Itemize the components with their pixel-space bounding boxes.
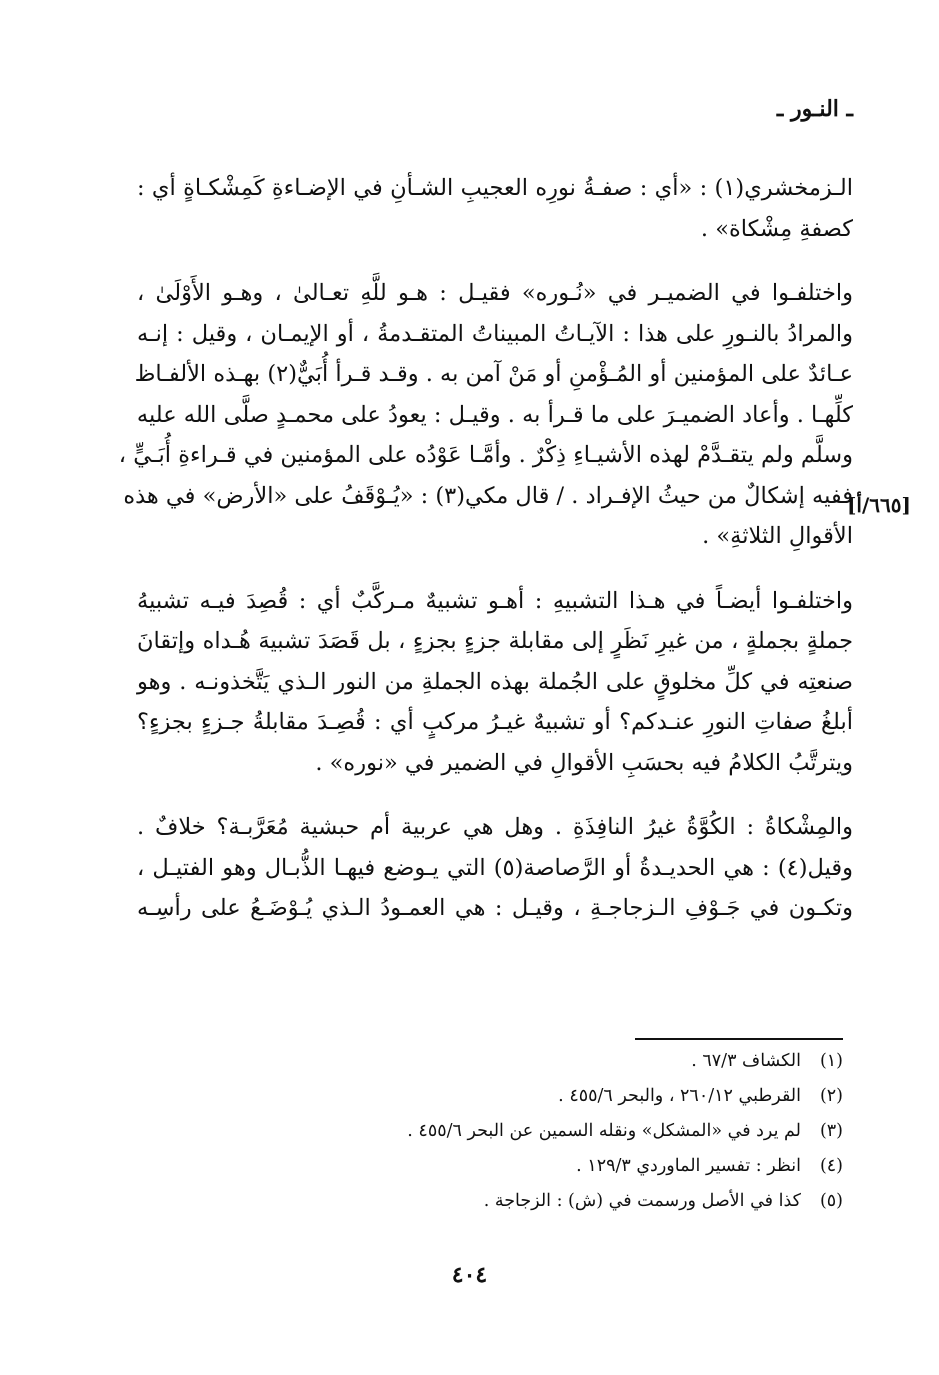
footnote-number: (٥) [819, 1191, 843, 1211]
text-line: والمرادُ بالنـورِ على هذا : الآيـاتُ المبيناتُ المتقـدمةُ ، أو الإيمـان ، وقيل : إنـه [137, 320, 853, 347]
text-line: ففيه إشكالٌ من حيثُ الإفـراد . / قال مكي(٣) : «يُـوْقَفُ على «الأرض» في هذه [123, 482, 853, 509]
text-line: أبلغُ صفاتِ النورِ عنـدكم؟ أو تشبيهٌ غيـرُ مركبٍ أي : قُصِـدَ مقابلةُ جـزءٍ بجزءٍ؟ [137, 709, 853, 735]
text-line: جملةٍ بجملةٍ ، من غيرِ نَظَرٍ إلى مقابلة جزءٍ بجزءٍ ، بل قَصَدَ تشبيهَ هُـداه وإتقانَ [137, 628, 853, 654]
text-line: وتكـون في جَـوْفِ الـزجاجـةِ ، وقيـل : هي العمـودُ الـذي يُـوْضَـعُ على رأسِـه [137, 895, 853, 921]
footnote-text: كذا في الأصل ورسمت في (ش) : الزجاجة . [483, 1191, 801, 1211]
footnote-text: الكشاف ٦٧/٣ . [691, 1051, 801, 1071]
text-line: عـائدٌ على المؤمنين أو المُـؤْمنِ أو مَنْ آمن به . وقـد قـرأ أُبَيٌّ(٢) بهـذه الألفـاظ [134, 361, 853, 387]
text-line: ويترتَّبُ الكلامُ فيه بحسَبِ الأقوالِ في الضمير في «نوره» . [315, 749, 853, 776]
text-line: وسلَّم ولم يتقـدَّمْ لهذه الأشيـاءِ ذِكْرٌ . وأمَّـا عَوْدُه على المؤمنين في قـراءةِ أُبَـيٍّ ، [118, 442, 853, 468]
footnote [123, 1149, 843, 1184]
footnote-text: لم يرد في «المشكل» ونقله السمين عن البحر ٤٥٥/٦ . [407, 1121, 801, 1141]
footnote-number: (٤) [819, 1156, 843, 1176]
text-line: الـزمخشري(١) : «أي : صفـةُ نورِه العجيبِ الشـأنِ في الإضـاءةِ كَمِشْكـاةٍ أي : [137, 175, 853, 201]
paragraph-pronoun-dispute [118, 273, 853, 557]
page-number: ٤٠٤ [451, 1262, 488, 1288]
text-line: كلِّهـا . وأعاد الضميـرَ على ما قـرأ به . وقيـل : يعودُ على محمـدٍ صلَّى الله عليه [136, 401, 853, 428]
text-line: واختلفـوا أيضـاً في هـذا التشبيهِ : أهـو تشبيهٌ مـركَّبٌ أي : قُصِدَ فيـه تشبيهُ [137, 587, 853, 614]
text-line: والمِشْكاةُ : الكُوَّةُ غيرُ النافِذَةِ . وهل هي عربية أم حبشية مُعَرَّبـة؟ خلافٌ . [137, 814, 853, 840]
main-text [118, 168, 853, 953]
footnote [123, 1184, 843, 1219]
footnote-text: انظر : تفسير الماوردي ١٢٩/٣ . [576, 1156, 801, 1176]
footnote-number: (١) [819, 1051, 843, 1071]
footnote-number: (٢) [819, 1086, 843, 1106]
footnote-separator [635, 1038, 843, 1040]
footnote [123, 1114, 843, 1149]
running-header: ـ النـور ـ [776, 96, 853, 122]
paragraph-zamakhshari [137, 168, 853, 249]
footnote-number: (٣) [819, 1121, 843, 1141]
text-line: واختلفـوا في الضميـر في «نُـوره» فقيـل : هـو للَّهِ تعـالىٰ ، وهـو الأَوْلَىٰ ، [137, 280, 853, 306]
text-line: كصفةِ مِشْكاة» . [700, 215, 853, 242]
footnote [123, 1079, 843, 1114]
paragraph-mishkat [137, 807, 853, 929]
text-line: صنعتِه في كلِّ مخلوقٍ على الجُملة بهذه الجملةِ من النور الـذي يَتَّخذونـه . وهو [137, 668, 853, 695]
text-line: الأقوالِ الثلاثةِ» . [702, 523, 853, 549]
footnotes [123, 1044, 843, 1219]
margin-manuscript-folio-ref: [٦٦٥/أ] [846, 493, 911, 517]
text-line: وقيل(٤) : هي الحديـدةُ أو الرَّصاصة(٥) التي يـوضع فيهـا الذُّبـال وهو الفتيـل ، [137, 854, 853, 881]
footnote-text: القرطبي ٢٦٠/١٢ ، والبحر ٤٥٥/٦ . [558, 1086, 801, 1106]
footnote [123, 1044, 843, 1079]
paragraph-simile [137, 581, 853, 784]
